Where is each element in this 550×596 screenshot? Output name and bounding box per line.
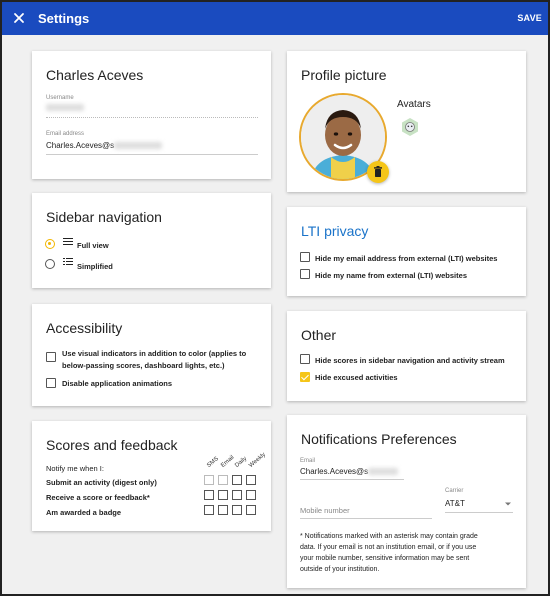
close-icon[interactable] [11, 10, 27, 26]
hide-email-lti-label: Hide my email address from external (LTI) websites [315, 254, 498, 263]
score-row-label: Submit an activity (digest only) [46, 478, 157, 487]
sidebar-navigation-title: Sidebar navigation [46, 209, 162, 225]
notification-note [300, 531, 478, 575]
avatar-choice-icon[interactable] [400, 117, 420, 137]
badge-email-checkbox[interactable] [218, 505, 228, 515]
notification-email-label: Email [300, 458, 316, 464]
mobile-number-underline [300, 518, 432, 519]
lti-privacy-title: LTI privacy [301, 223, 369, 239]
simplified-label: Simplified [77, 262, 113, 271]
email-value: Charles.Aceves@s [46, 141, 115, 150]
hide-email-lti-checkbox[interactable] [300, 252, 310, 262]
visual-indicators-label [62, 348, 246, 372]
hide-excused-checkbox[interactable] [300, 372, 310, 382]
mobile-number-input[interactable]: Mobile number [300, 506, 350, 515]
save-button[interactable]: SAVE [517, 13, 542, 23]
disable-animations-label: Disable application animations [62, 379, 173, 388]
full-view-radio[interactable] [45, 239, 55, 249]
submit-sms-checkbox[interactable] [204, 475, 214, 485]
feedback-daily-checkbox[interactable] [232, 490, 242, 500]
simplified-icon [63, 258, 73, 266]
profile-name: Charles Aceves [46, 67, 144, 83]
notification-email-underline [300, 479, 404, 480]
visual-indicators-label-line1: Use visual indicators in addition to color (applies to [62, 349, 247, 358]
full-view-label: Full view [77, 241, 109, 250]
hide-scores-label: Hide scores in sidebar navigation and activity stream [315, 356, 505, 365]
disable-animations-checkbox[interactable] [46, 378, 56, 388]
notification-email-value: Charles.Aceves@s [300, 467, 369, 476]
sms-column-label: SMS [206, 456, 220, 469]
email-field[interactable] [46, 141, 162, 150]
email-underline [46, 154, 258, 155]
sidebar-navigation-card [32, 193, 271, 288]
weekly-column-label: Weekly [248, 451, 267, 469]
submit-daily-checkbox[interactable] [232, 475, 242, 485]
note-line: your mobile number, sensitive information may be sent [300, 555, 470, 562]
accessibility-card [32, 304, 271, 406]
carrier-underline [445, 512, 513, 513]
visual-indicators-label-line2: below-passing scores, dashboard lights, etc.) [62, 361, 225, 370]
carrier-label: Carrier [445, 488, 464, 494]
email-column-label: Email [220, 454, 236, 469]
top-bar [2, 2, 548, 35]
note-line: data. If your email is not an institution email, or if you use [300, 544, 477, 551]
scores-feedback-title: Scores and feedback [46, 437, 178, 453]
badge-daily-checkbox[interactable] [232, 505, 242, 515]
feedback-email-checkbox[interactable] [218, 490, 228, 500]
profile-picture-card [287, 51, 526, 192]
other-card [287, 311, 526, 401]
delete-photo-button[interactable] [367, 161, 389, 183]
carrier-select[interactable]: AT&T [445, 499, 465, 508]
notification-email-field[interactable] [300, 467, 398, 476]
simplified-radio[interactable] [45, 259, 55, 269]
accessibility-title: Accessibility [46, 320, 123, 336]
badge-sms-checkbox[interactable] [204, 505, 214, 515]
profile-card [32, 51, 271, 179]
notify-label: Notify me when I: [46, 464, 104, 473]
submit-email-checkbox[interactable] [218, 475, 228, 485]
note-line: outside of your institution. [300, 566, 380, 573]
lti-privacy-card [287, 207, 526, 296]
hide-scores-checkbox[interactable] [300, 354, 310, 364]
username-label: Username [46, 95, 74, 101]
daily-column-label: Daily [234, 455, 249, 469]
feedback-weekly-checkbox[interactable] [246, 490, 256, 500]
email-label: Email address [46, 131, 85, 137]
chevron-down-icon[interactable] [504, 501, 512, 507]
badge-weekly-checkbox[interactable] [246, 505, 256, 515]
other-title: Other [301, 327, 337, 343]
score-row-label: Am awarded a badge [46, 508, 122, 517]
username-field[interactable] [46, 103, 84, 112]
hide-name-lti-checkbox[interactable] [300, 269, 310, 279]
profile-picture-title: Profile picture [301, 67, 387, 83]
username-underline [46, 117, 258, 118]
submit-weekly-checkbox[interactable] [246, 475, 256, 485]
page-title: Settings [38, 11, 90, 26]
full-view-icon [63, 238, 73, 246]
feedback-sms-checkbox[interactable] [204, 490, 214, 500]
hide-excused-label: Hide excused activities [315, 373, 398, 382]
note-line: * Notifications marked with an asterisk may contain grade [300, 533, 478, 540]
score-row-label: Receive a score or feedback* [46, 493, 150, 502]
trash-icon [367, 161, 389, 183]
notifications-card [287, 415, 526, 588]
notifications-title: Notifications Preferences [301, 431, 457, 447]
avatars-label: Avatars [397, 99, 431, 110]
hide-name-lti-label: Hide my name from external (LTI) websites [315, 271, 467, 280]
scores-feedback-card [32, 421, 271, 531]
visual-indicators-checkbox[interactable] [46, 352, 56, 362]
